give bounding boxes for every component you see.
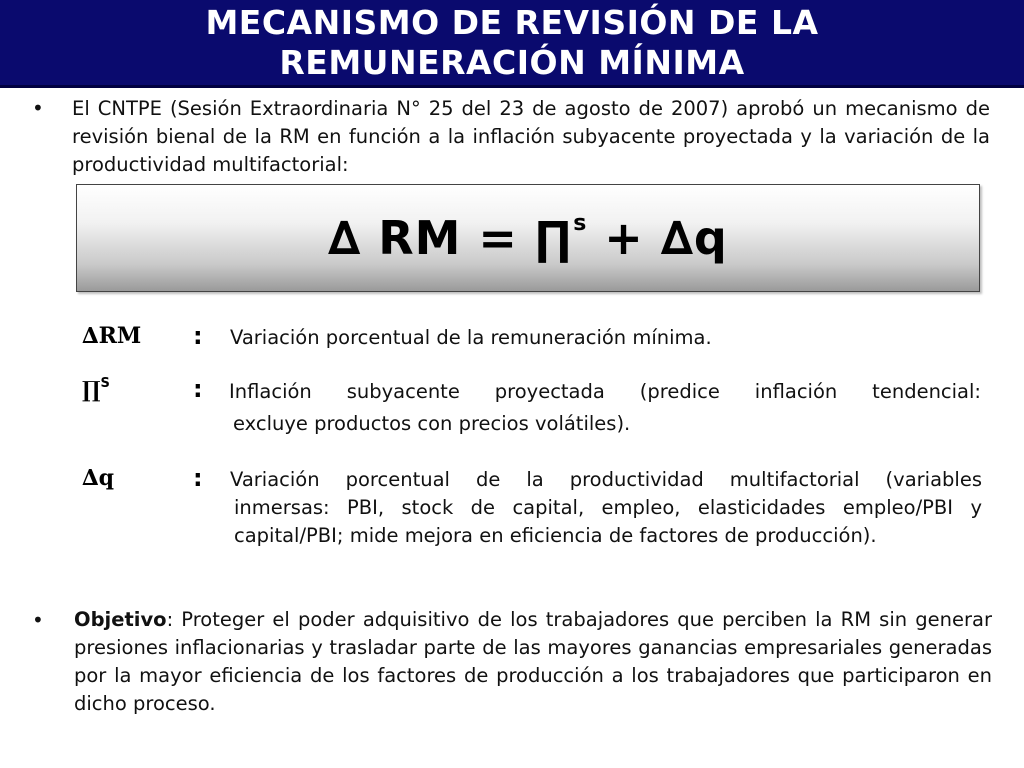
title-bar bbox=[0, 0, 1024, 88]
objective-text: : Proteger el poder adquisitivo de los trabajadores que perciben la RM sin generar presiones inflacionarias y trasladar parte de las mayores ganancias empresariales generadas por la mayor eficiencia de los factores de producción a los trabajadores que participaron en dicho proceso. bbox=[74, 608, 992, 715]
formula-box bbox=[76, 184, 980, 292]
page-title bbox=[205, 3, 818, 83]
definition-colon: : bbox=[193, 375, 203, 403]
objective-label: Objetivo bbox=[74, 608, 167, 631]
definition-text-rm: Variación porcentual de la remuneración mínima. bbox=[230, 326, 712, 349]
definition-symbol-productivity: ∆q bbox=[82, 465, 114, 491]
definition-text-inflation-line1: Inflación subyacente proyectada (predice inflación tendencial: bbox=[229, 380, 981, 403]
bullet-icon: • bbox=[32, 96, 44, 120]
definition-text-productivity-line1: Variación porcentual de la productividad multifactorial (variables bbox=[230, 468, 982, 491]
formula-lhs: ∆ RM = ∏ bbox=[328, 211, 573, 265]
definition-colon: : bbox=[193, 464, 203, 492]
definition-symbol-rm: ∆RM bbox=[82, 323, 142, 349]
definition-text-productivity-rest: inmersas: PBI, stock de capital, empleo, elasticidades empleo/PBI y capital/PBI; mide mejora en eficiencia de factores de producción). bbox=[234, 496, 982, 547]
bullet-icon: • bbox=[32, 608, 44, 632]
formula bbox=[328, 211, 728, 265]
definition-symbol-inflation: ∏$^S$ bbox=[82, 376, 110, 403]
formula-rhs: + ∆q bbox=[587, 211, 728, 265]
title-line-2: REMUNERACIÓN MÍNIMA bbox=[279, 42, 745, 82]
objective-paragraph bbox=[74, 606, 992, 718]
intro-paragraph: El CNTPE (Sesión Extraordinaria N° 25 del 23 de agosto de 2007) aprobó un mecanismo de revisión bienal de la RM en función a la inflación subyacente proyectada y la variación de la productividad multifactorial: bbox=[72, 97, 990, 176]
formula-superscript: s bbox=[573, 211, 588, 236]
definition-colon: : bbox=[193, 322, 203, 350]
title-line-1: MECANISMO DE REVISIÓN DE LA bbox=[205, 2, 819, 42]
definition-text-inflation-line2: excluye productos con precios volátiles). bbox=[233, 412, 631, 435]
